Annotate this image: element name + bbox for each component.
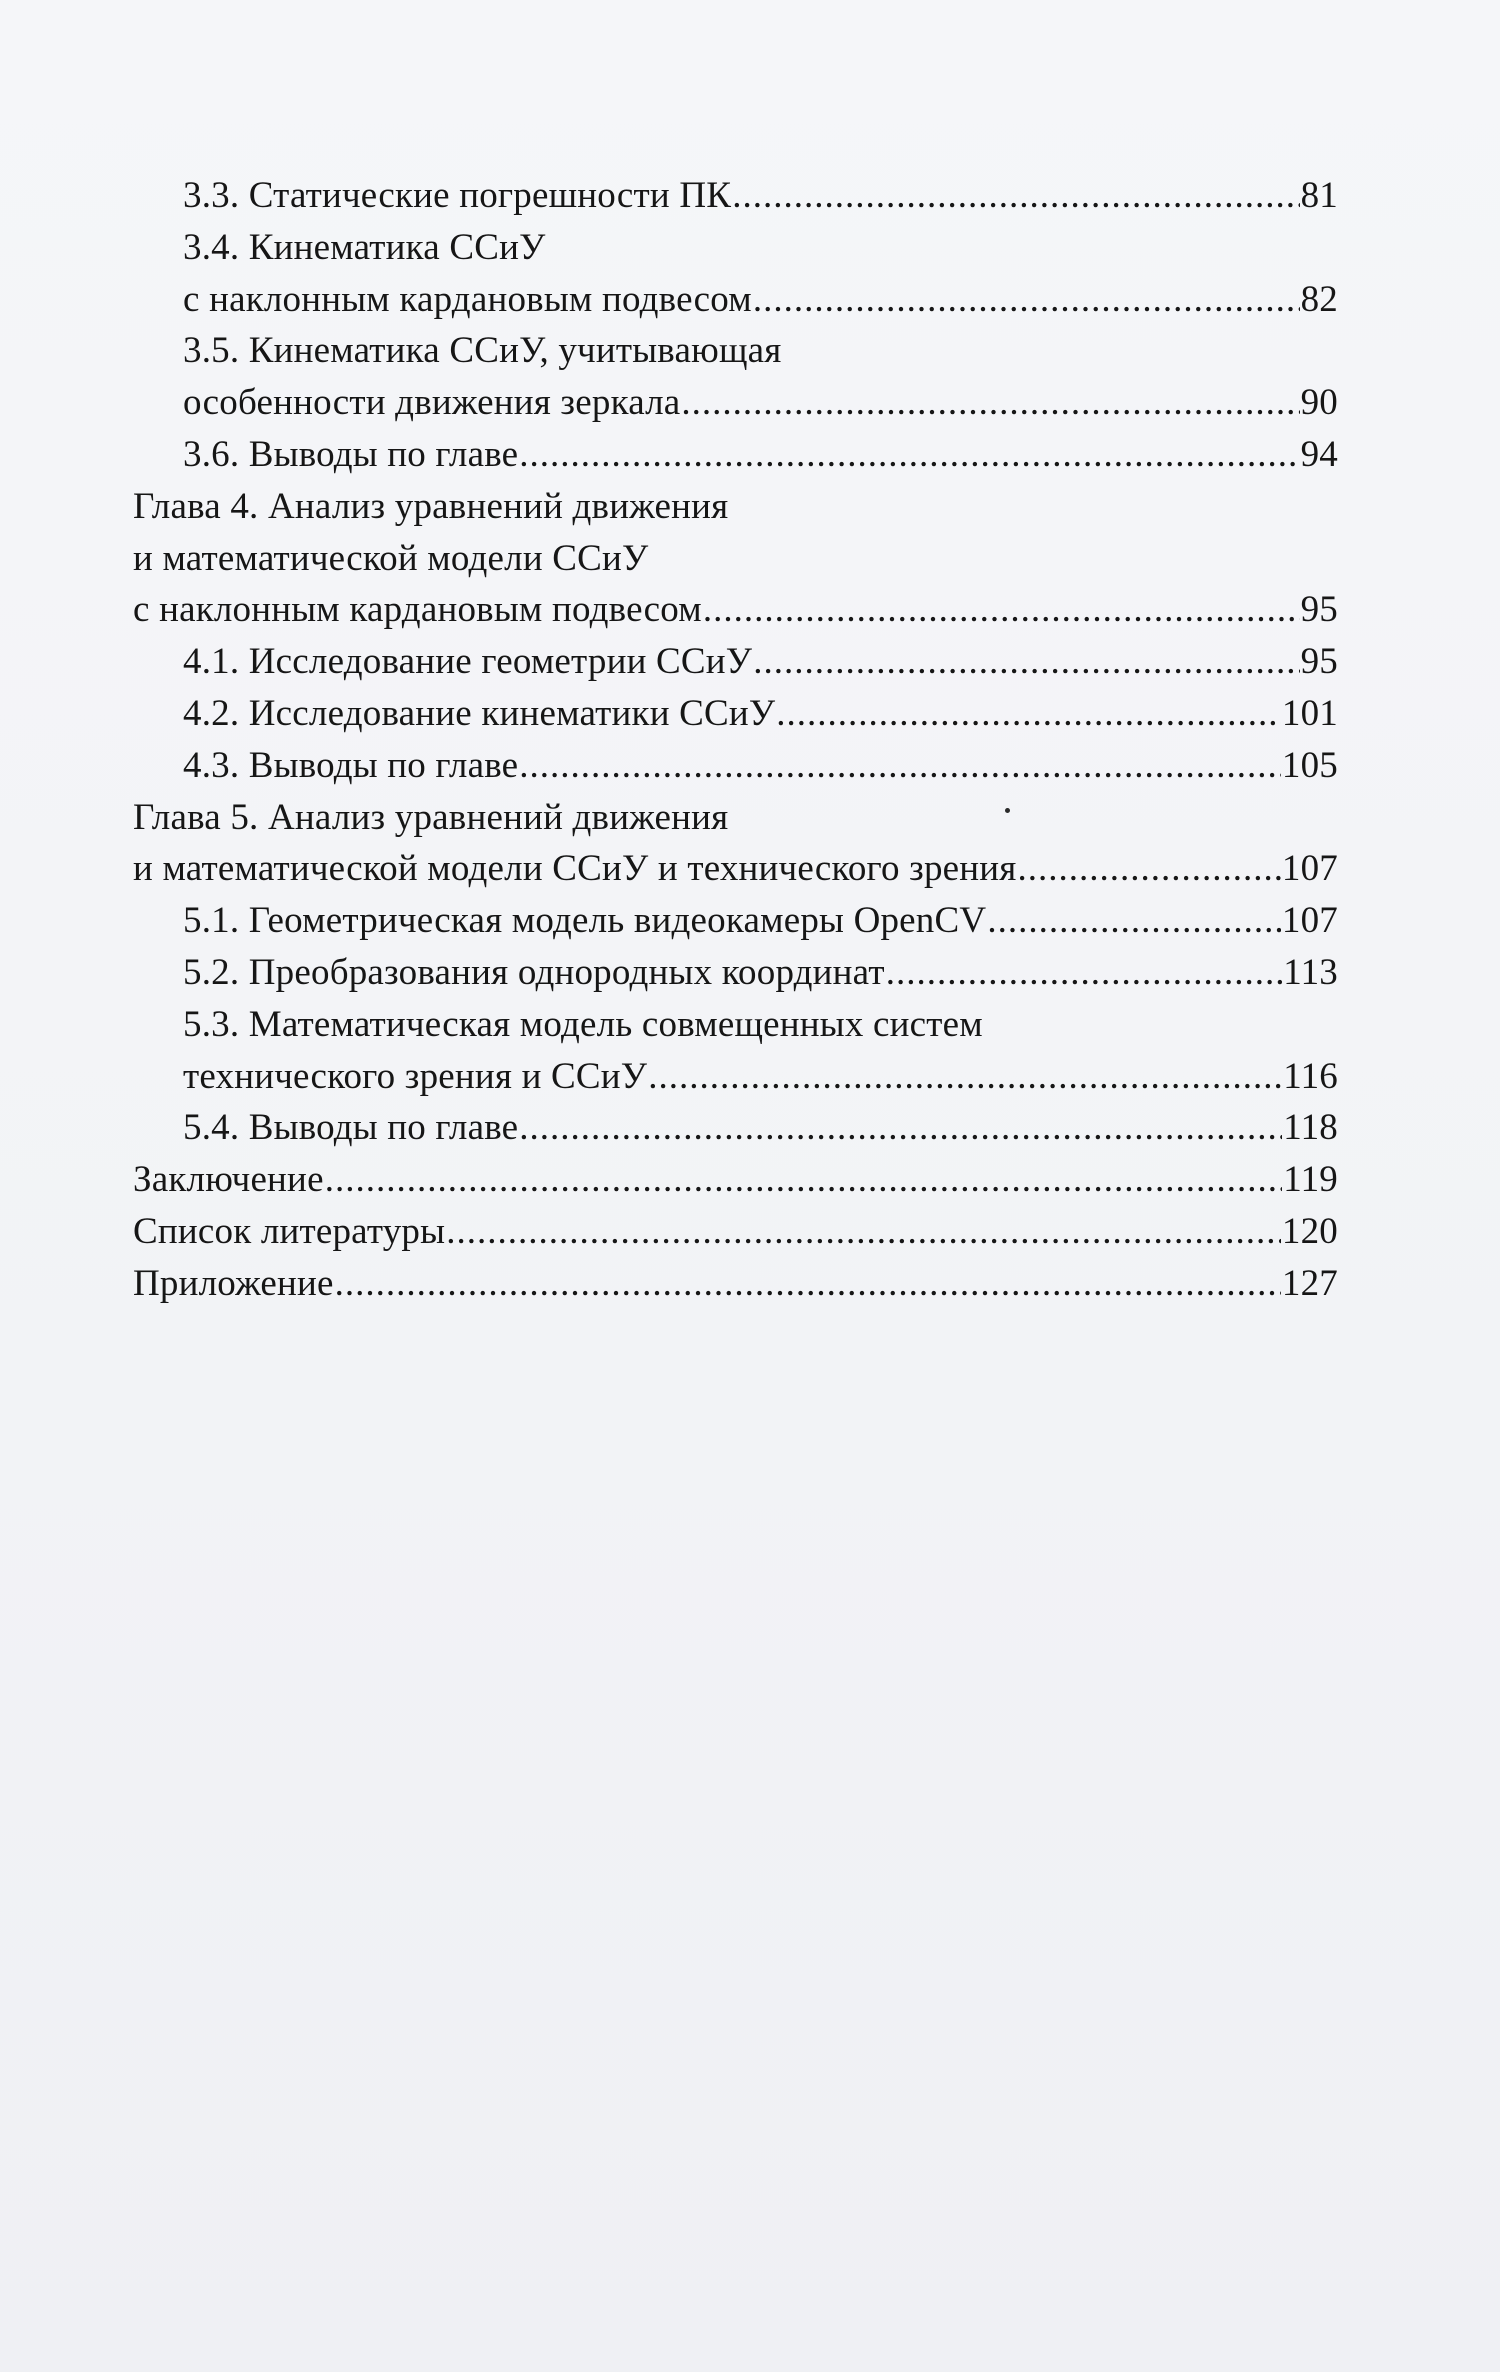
dot-leader	[776, 688, 1281, 740]
toc-page-number: 116	[1283, 1055, 1338, 1097]
toc-entry-title: 3.6. Выводы по главе	[183, 433, 519, 475]
toc-entry-title: 5.3. Математическая модель совмещенных систем	[183, 1003, 983, 1045]
dot-leader	[648, 1051, 1282, 1103]
toc-page-number: 95	[1300, 589, 1338, 631]
toc-entry-title: с наклонным кардановым подвесом	[183, 278, 752, 320]
toc-entry	[133, 636, 1338, 688]
toc-line	[133, 481, 1338, 533]
toc-line	[133, 533, 1338, 585]
dot-leader	[732, 170, 1299, 222]
toc-line	[133, 325, 1338, 377]
toc-entry-title: и математической модели ССиУ	[133, 537, 649, 579]
toc-entry-title: 4.3. Выводы по главе	[183, 744, 519, 786]
dot-leader	[753, 636, 1299, 688]
toc-line	[133, 1154, 1338, 1206]
toc-entry	[133, 170, 1338, 222]
toc-page-number: 113	[1283, 951, 1338, 993]
toc-page-number: 127	[1281, 1262, 1338, 1304]
toc-line	[133, 999, 1338, 1051]
toc-page-number: 101	[1281, 692, 1338, 734]
toc-entry	[133, 1206, 1338, 1258]
toc-line	[133, 740, 1338, 792]
dot-leader	[519, 740, 1281, 792]
toc-entry-title: с наклонным кардановым подвесом	[133, 589, 702, 631]
toc-entry	[133, 792, 1338, 896]
toc-entry	[133, 1154, 1338, 1206]
toc-page-number: 107	[1281, 848, 1338, 890]
toc-entry	[133, 325, 1338, 429]
print-speck	[1005, 808, 1010, 813]
toc-entry-title: 4.1. Исследование геометрии ССиУ	[183, 641, 753, 683]
toc-entry	[133, 947, 1338, 999]
dot-leader	[703, 584, 1300, 636]
toc-entry-title: и математической модели ССиУ и технического зрения	[133, 848, 1017, 890]
toc-entry-title: 3.3. Статические погрешности ПК	[183, 175, 732, 216]
toc-entry-title: Глава 4. Анализ уравнений движения	[133, 485, 729, 527]
table-of-contents	[133, 170, 1338, 1310]
toc-entry-title: Глава 5. Анализ уравнений движения	[133, 796, 729, 838]
toc-line	[133, 947, 1338, 999]
toc-entry-title: Приложение	[133, 1262, 334, 1304]
toc-entry	[133, 740, 1338, 792]
dot-leader	[325, 1154, 1283, 1206]
toc-page-number: 118	[1283, 1107, 1338, 1149]
toc-entry	[133, 895, 1338, 947]
toc-entry	[133, 1258, 1338, 1310]
toc-line	[133, 1051, 1338, 1103]
toc-page-number: 90	[1300, 382, 1338, 424]
toc-line	[133, 584, 1338, 636]
toc-entry-title: особенности движения зеркала	[183, 382, 681, 424]
toc-entry	[133, 688, 1338, 740]
toc-page-number: 95	[1300, 641, 1338, 683]
toc-line	[133, 170, 1338, 222]
toc-entry-title: 5.2. Преобразования однородных координат	[183, 951, 885, 993]
toc-page-number: 94	[1300, 433, 1338, 475]
toc-line	[133, 895, 1338, 947]
dot-leader	[681, 377, 1299, 429]
toc-page-number: 105	[1281, 744, 1338, 786]
toc-line	[133, 688, 1338, 740]
toc-entry	[133, 429, 1338, 481]
toc-entry	[133, 222, 1338, 326]
toc-line	[133, 1102, 1338, 1154]
toc-entry	[133, 481, 1338, 636]
toc-line	[133, 843, 1338, 895]
toc-entry-title: 3.4. Кинематика ССиУ	[183, 226, 546, 268]
toc-line	[133, 1206, 1338, 1258]
toc-line	[133, 792, 1338, 844]
toc-entry-title: 5.1. Геометрическая модель видеокамеры OpenCV	[183, 900, 987, 942]
toc-entry	[133, 999, 1338, 1103]
dot-leader	[753, 274, 1300, 326]
toc-line	[133, 429, 1338, 481]
toc-page-number: 107	[1281, 900, 1338, 942]
toc-page-number: 119	[1283, 1159, 1338, 1201]
toc-entry-title: Список литературы	[133, 1210, 446, 1252]
toc-line	[133, 274, 1338, 326]
toc-line	[133, 636, 1338, 688]
toc-entry-title: Заключение	[133, 1159, 324, 1201]
dot-leader	[446, 1206, 1281, 1258]
toc-entry-title: технического зрения и ССиУ	[183, 1055, 648, 1097]
toc-page-number: 81	[1300, 175, 1338, 216]
toc-entry-title: 4.2. Исследование кинематики ССиУ	[183, 692, 776, 734]
toc-line	[133, 1258, 1338, 1310]
toc-line	[133, 222, 1338, 274]
dot-leader	[335, 1258, 1281, 1310]
toc-entry-title: 5.4. Выводы по главе	[183, 1107, 519, 1149]
dot-leader	[987, 895, 1281, 947]
toc-entry-title: 3.5. Кинематика ССиУ, учитывающая	[183, 330, 782, 372]
dot-leader	[519, 429, 1299, 481]
toc-line	[133, 377, 1338, 429]
dot-leader	[519, 1102, 1282, 1154]
dot-leader	[886, 947, 1283, 999]
toc-page-number: 82	[1300, 278, 1338, 320]
toc-entry	[133, 1102, 1338, 1154]
dot-leader	[1018, 843, 1281, 895]
toc-page-number: 120	[1281, 1210, 1338, 1252]
